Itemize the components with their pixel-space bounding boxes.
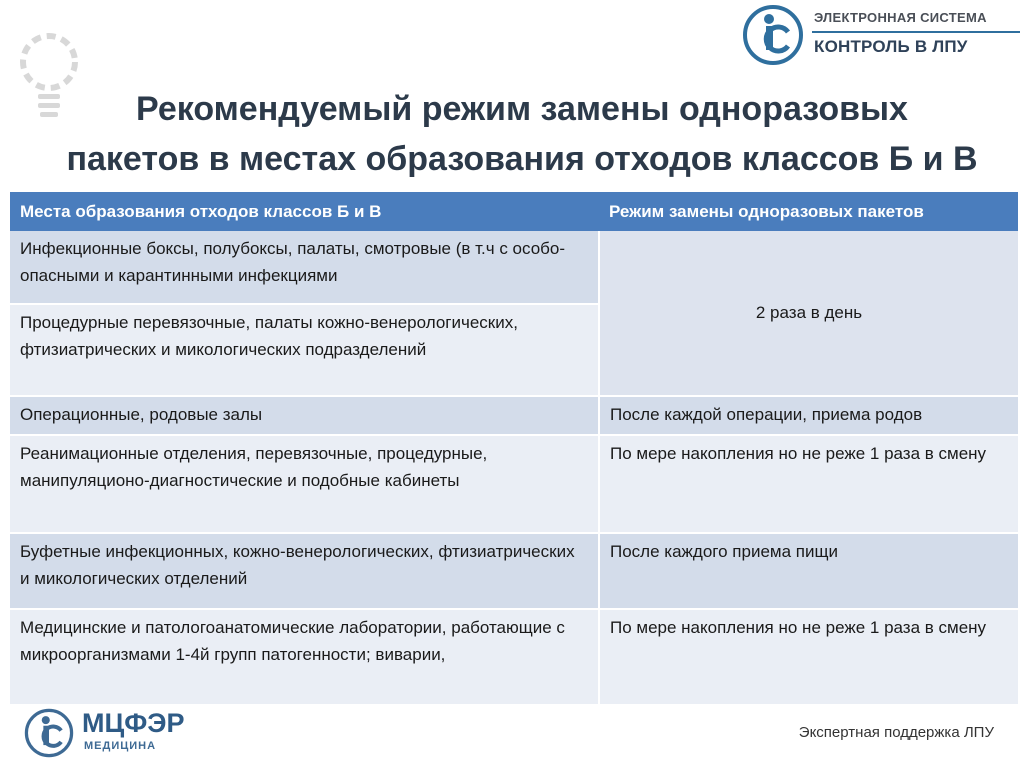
cell-place: Инфекционные боксы, полубоксы, палаты, смотровые (в т.ч с особо-опасными и карантинными инфекциями xyxy=(10,231,599,304)
table-row xyxy=(10,435,1018,533)
table-row xyxy=(10,396,1018,435)
cell-mode: По мере накопления но не реже 1 раза в смену xyxy=(599,609,1018,705)
cell-place: Медицинские и патологоанатомические лаборатории, работающие с микроорганизмами 1-4й групп патогенности; виварии, xyxy=(10,609,599,705)
cell-place: Процедурные перевязочные, палаты кожно-венерологических, фтизиатрических и микологических подразделений xyxy=(10,304,599,396)
ic-emblem-icon xyxy=(742,4,804,66)
cell-place: Буфетные инфекционных, кожно-венерологических, фтизиатрических и микологических отделений xyxy=(10,533,599,609)
waste-bag-table xyxy=(10,192,1018,706)
column-header-mode: Режим замены одноразовых пакетов xyxy=(599,192,1018,231)
system-logo xyxy=(742,4,1022,68)
table-row xyxy=(10,533,1018,609)
cell-place: Операционные, родовые залы xyxy=(10,396,599,435)
page-title-line2: пакетов в местах образования отходов классов Б и В xyxy=(66,140,978,178)
system-logo-divider xyxy=(812,31,1020,33)
cell-mode: 2 раза в день xyxy=(599,231,1018,396)
page-title xyxy=(20,84,1024,184)
system-logo-line1: ЭЛЕКТРОННАЯ СИСТЕМА xyxy=(814,10,987,25)
ic-emblem-icon xyxy=(24,708,74,758)
system-logo-line2: КОНТРОЛЬ В ЛПУ xyxy=(814,37,968,56)
table-header-row xyxy=(10,192,1018,231)
footer-logo-sub: МЕДИЦИНА xyxy=(84,740,157,752)
cell-place: Реанимационные отделения, перевязочные, процедурные, манипуляционо-диагностические и подобные кабинеты xyxy=(10,435,599,533)
cell-mode: После каждого приема пищи xyxy=(599,533,1018,609)
cell-mode: По мере накопления но не реже 1 раза в смену xyxy=(599,435,1018,533)
footer-logo-name: МЦФЭР xyxy=(82,708,185,738)
table-row xyxy=(10,609,1018,705)
footer-logo xyxy=(24,706,244,762)
cell-mode: После каждой операции, приема родов xyxy=(599,396,1018,435)
column-header-place: Места образования отходов классов Б и В xyxy=(10,192,599,231)
page-title-line1: Рекомендуемый режим замены одноразовых xyxy=(136,90,908,128)
table-row xyxy=(10,231,1018,304)
footer-caption: Экспертная поддержка ЛПУ xyxy=(798,724,994,741)
